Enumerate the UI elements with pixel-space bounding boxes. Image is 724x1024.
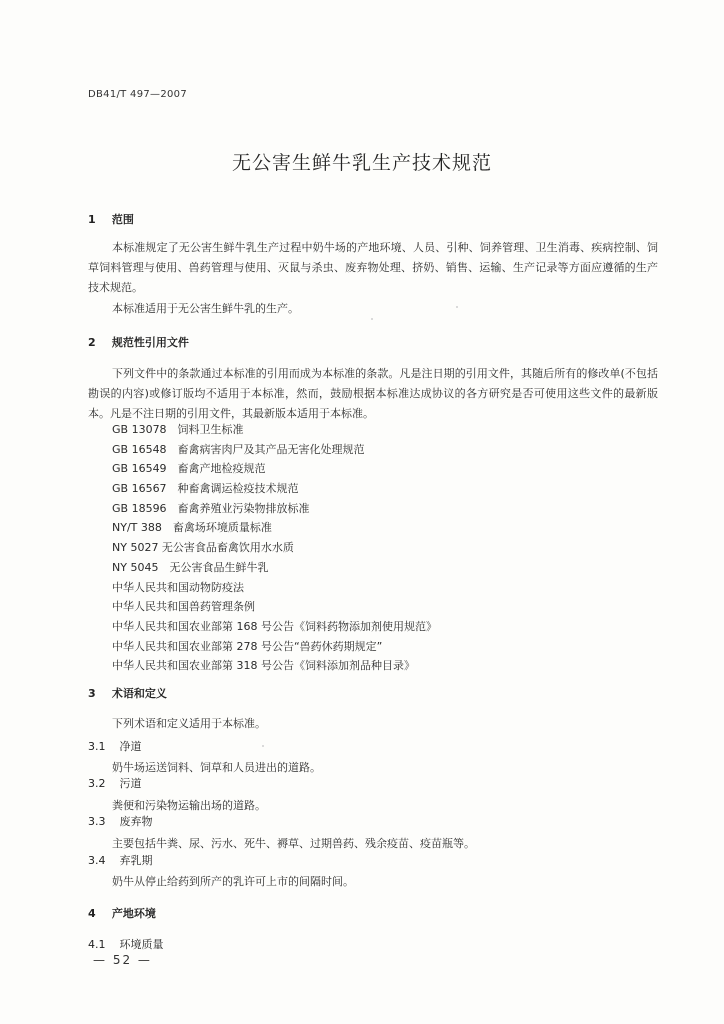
standard-code: DB41/T 497—2007 [88, 89, 187, 100]
scan-speck [371, 318, 373, 320]
reference-item: NY/T 388 畜禽场环境质量标准 [112, 521, 272, 535]
section-title: 规范性引用文件 [111, 336, 189, 349]
term-number: 3.2 [88, 777, 106, 790]
section-2-heading [88, 334, 189, 350]
reference-item: 中华人民共和国农业部第 168 号公告《饲料药物添加剂使用规范》 [112, 619, 437, 633]
term-name: 废弃物 [119, 815, 153, 828]
reference-item: GB 16549 畜禽产地检疫规范 [112, 462, 266, 476]
term-3-1-heading [88, 738, 142, 754]
reference-item: NY 5045 无公害食品生鲜牛乳 [112, 560, 269, 574]
section-title: 产地环境 [111, 907, 156, 920]
term-number: 3.3 [88, 815, 106, 828]
reference-item: 中华人民共和国动物防疫法 [112, 580, 244, 594]
section-1-paragraph-1: 本标准规定了无公害生鲜牛乳生产过程中奶牛场的产地环境、人员、引种、饲养管理、卫生消毒、疾病控制、饲草饲料管理与使用、兽药管理与使用、灭鼠与杀虫、废弃物处理、挤奶、销售、运输、生产记录等方面应遵循的生产技术规范。 [88, 241, 658, 294]
term-3-3-heading [88, 813, 153, 829]
term-3-3-definition: 主要包括牛粪、尿、污水、死牛、褥草、过期兽药、残余疫苗、疫苗瓶等。 [112, 837, 475, 850]
reference-item: 中华人民共和国兽药管理条例 [112, 600, 255, 614]
reference-item: 中华人民共和国农业部第 278 号公告“兽药休药期规定” [112, 639, 383, 653]
section-title: 术语和定义 [111, 687, 167, 700]
term-number: 3.1 [88, 740, 106, 753]
reference-item: GB 18596 畜禽养殖业污染物排放标准 [112, 501, 310, 515]
term-name: 弃乳期 [119, 854, 153, 867]
normative-references-list [112, 420, 437, 676]
term-3-4-definition: 奶牛从停止给药到所产的乳许可上市的间隔时间。 [112, 875, 354, 888]
term-name: 污道 [119, 777, 142, 790]
term-3-2-definition: 粪便和污染物运输出场的道路。 [112, 799, 266, 812]
reference-item: 中华人民共和国农业部第 318 号公告《饲料添加剂品种目录》 [112, 659, 415, 673]
scan-speck [456, 306, 458, 308]
document-title: 无公害生鲜牛乳生产技术规范 [231, 152, 492, 174]
subsection-title: 环境质量 [119, 938, 164, 951]
reference-item: GB 16548 畜禽病害肉尸及其产品无害化处理规范 [112, 442, 365, 456]
term-number: 3.4 [88, 854, 106, 867]
term-3-1-definition: 奶牛场运送饲料、饲草和人员进出的道路。 [112, 761, 321, 774]
subsection-4-1-heading [88, 936, 164, 952]
scan-speck [262, 745, 264, 747]
section-1-heading [88, 211, 134, 227]
section-4-heading [88, 905, 156, 921]
section-title: 范围 [111, 213, 134, 226]
subsection-number: 4.1 [88, 938, 106, 951]
section-3-heading [88, 685, 167, 701]
reference-item: GB 13078 饲料卫生标准 [112, 423, 244, 436]
reference-item: GB 16567 种畜禽调运检疫技术规范 [112, 482, 299, 496]
section-number: 3 [88, 687, 96, 700]
page-number: — 52 — [93, 953, 152, 967]
section-3-intro: 下列术语和定义适用于本标准。 [112, 717, 266, 730]
term-3-2-heading [88, 775, 142, 791]
section-number: 4 [88, 907, 96, 920]
section-1-paragraph-2: 本标准适用于无公害生鲜牛乳的生产。 [112, 302, 299, 315]
section-number: 2 [88, 336, 96, 349]
term-name: 净道 [119, 740, 142, 753]
section-2-paragraph: 下列文件中的条款通过本标准的引用而成为本标准的条款。凡是注日期的引用文件，其随后所有的修改单(不包括勘误的内容)或修订版均不适用于本标准，然而，鼓励根据本标准达成协议的各方研究是否可使用这些文件的最新版本。凡是不注日期的引用文件，其最新版本适用于本标准。 [88, 367, 658, 420]
section-number: 1 [88, 213, 96, 226]
term-3-4-heading [88, 852, 153, 868]
reference-item: NY 5027 无公害食品畜禽饮用水水质 [112, 541, 294, 555]
